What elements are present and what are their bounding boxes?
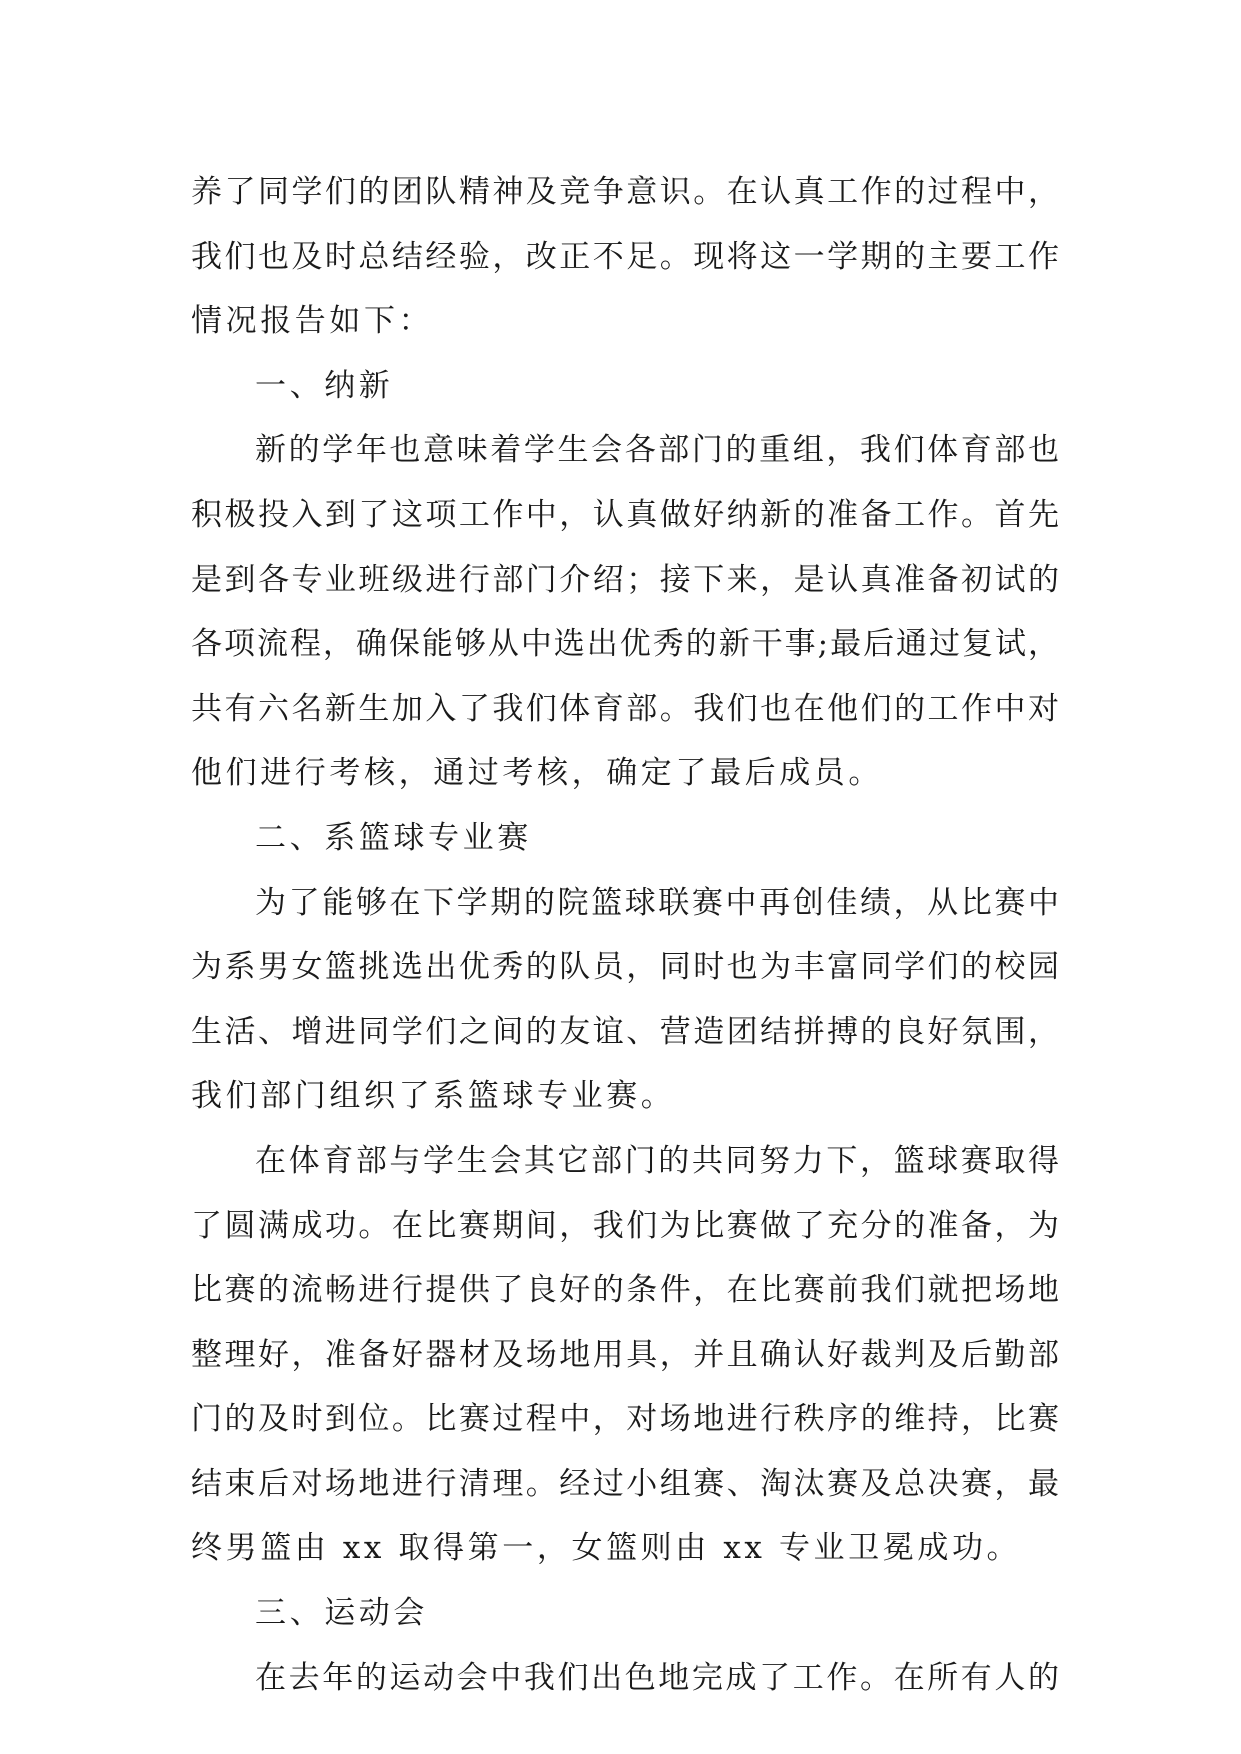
paragraph-line: 积极投入到了这项工作中，认真做好纳新的准备工作。首先 [191,496,1059,533]
paragraph-line: 是到各专业班级进行部门介绍；接下来，是认真准备初试的 [191,561,1059,598]
paragraph-line: 共有六名新生加入了我们体育部。我们也在他们的工作中对 [191,690,1059,727]
paragraph-line: 比赛的流畅进行提供了良好的条件，在比赛前我们就把场地 [191,1272,1059,1309]
paragraph-line: 整理好，准备好器材及场地用具，并且确认好裁判及后勤部 [191,1336,1059,1373]
paragraph-line: 我们部门组织了系篮球专业赛。 [191,1078,676,1115]
section-heading-basketball: 二、系篮球专业赛 [255,819,532,856]
document-body [191,160,1059,1710]
paragraph-line: 新的学年也意味着学生会各部门的重组，我们体育部也 [255,432,1059,469]
paragraph-line: 各项流程，确保能够从中选出优秀的新干事;最后通过复试， [191,626,1059,663]
paragraph-line: 生活、增进同学们之间的友谊、营造团结拼搏的良好氛围， [191,1013,1059,1050]
paragraph-line: 为系男女篮挑选出优秀的队员，同时也为丰富同学们的校园 [191,949,1059,986]
paragraph-line: 终男篮由 xx 取得第一，女篮则由 xx 专业卫冕成功。 [191,1530,1022,1567]
paragraph-line: 结束后对场地进行清理。经过小组赛、淘汰赛及总决赛，最 [191,1465,1059,1502]
section-heading-recruitment: 一、纳新 [255,367,394,404]
paragraph-line: 门的及时到位。比赛过程中，对场地进行秩序的维持，比赛 [191,1401,1059,1438]
section-heading-sports-meet: 三、运动会 [255,1595,428,1632]
paragraph-line: 我们也及时总结经验，改正不足。现将这一学期的主要工作 [191,238,1059,275]
paragraph-line: 养了同学们的团队精神及竞争意识。在认真工作的过程中， [191,174,1059,210]
paragraph-line: 他们进行考核，通过考核，确定了最后成员。 [191,755,883,792]
paragraph-line: 为了能够在下学期的院篮球联赛中再创佳绩，从比赛中 [255,884,1059,921]
paragraph-line: 情况报告如下： [191,303,434,340]
paragraph-line: 在体育部与学生会其它部门的共同努力下，篮球赛取得 [255,1142,1059,1179]
paragraph-line: 了圆满成功。在比赛期间，我们为比赛做了充分的准备，为 [191,1207,1059,1244]
paragraph-line: 在去年的运动会中我们出色地完成了工作。在所有人的 [255,1659,1059,1696]
